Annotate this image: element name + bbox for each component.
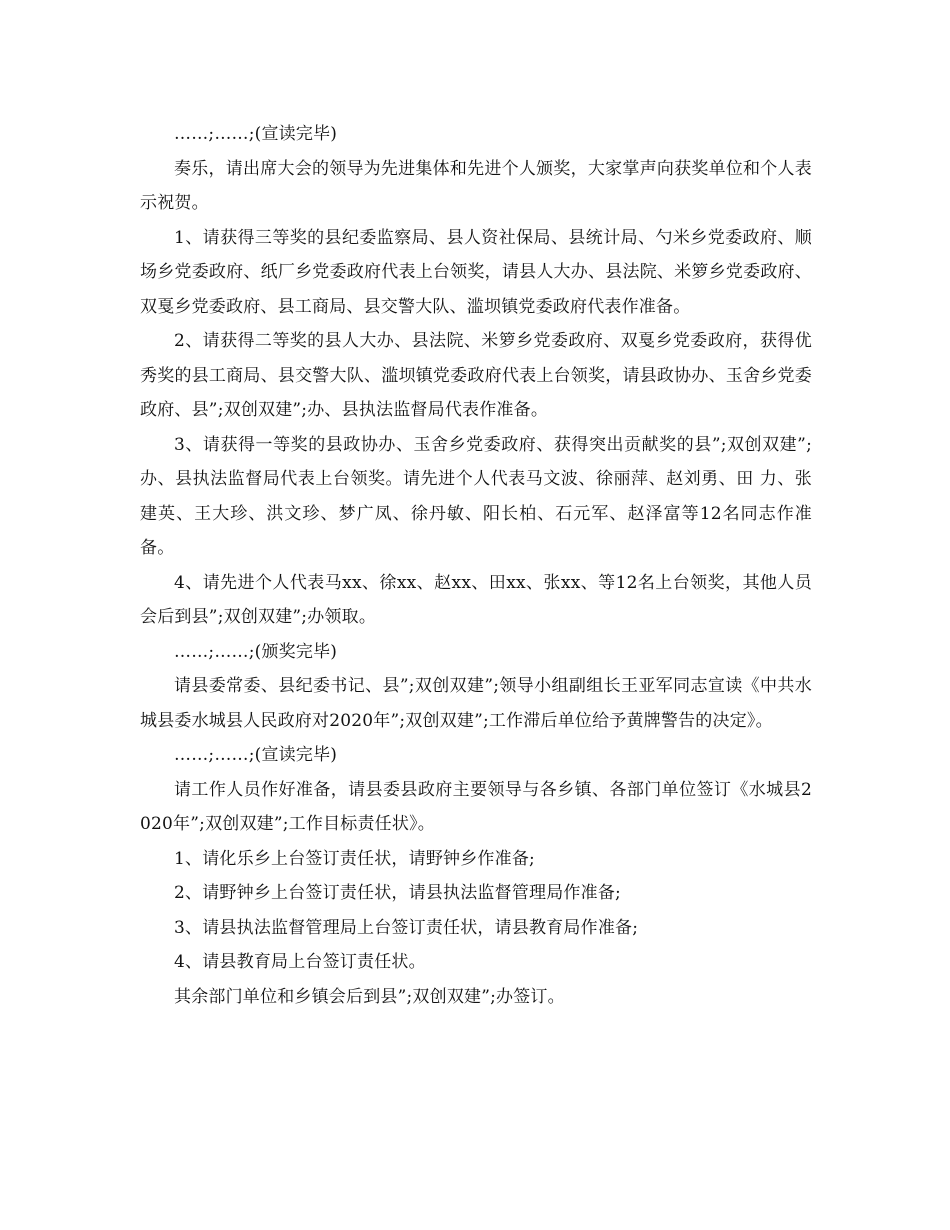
paragraph-music-award-intro: 奏乐，请出席大会的领导为先进集体和先进个人颁奖，大家掌声向获奖单位和个人表示祝贺。	[140, 158, 812, 213]
paragraph-sign-item-4: 4、请县教育局上台签订责任状。	[174, 952, 426, 972]
paragraph-third-prize: 1、请获得三等奖的县纪委监察局、县人资社保局、县统计局、勺米乡党委政府、顺场乡党委政府、纸厂乡党委政府代表上台领奖，请县人大办、县法院、米箩乡党委政府、双戛乡党委政府、县工商局、县交警大队、滥坝镇党委政府代表作准备。	[140, 227, 812, 317]
paragraph-first-prize: 3、请获得一等奖的县政协办、玉舍乡党委政府、获得突出贡献奖的县”;双创双建”;办、县执法监督局代表上台领奖。请先进个人代表马文波、徐丽萍、赵刘勇、田 力、张建英、王大珍、洪文珍、梦广凤、徐丹敏、阳长柏、石元军、赵泽富等12名同志作准备。	[140, 434, 812, 558]
paragraph-sign-item-3: 3、请县执法监督管理局上台签订责任状，请县教育局作准备;	[174, 917, 639, 938]
paragraph-remaining-sign: 其余部门单位和乡镇会后到县”;双创双建”;办签订。	[174, 986, 565, 1007]
paragraph-sign-item-1: 1、请化乐乡上台签订责任状，请野钟乡作准备;	[174, 848, 535, 869]
paragraph-individual-award: 4、请先进个人代表马xx、徐xx、赵xx、田xx、张xx、等12名上台领奖，其他人员会后到县”;双创双建”;办领取。	[140, 572, 812, 627]
paragraph-reading-complete-1: ……;……;(宣读完毕)	[174, 124, 338, 144]
paragraph-second-prize: 2、请获得二等奖的县人大办、县法院、米箩乡党委政府、双戛乡党委政府，获得优秀奖的县工商局、县交警大队、滥坝镇党委政府代表上台领奖，请县政协办、玉舍乡党委政府、县”;双创双建”;办、县执法监督局代表作准备。	[140, 331, 812, 420]
paragraph-award-complete: ……;……;(颁奖完毕)	[174, 641, 338, 662]
paragraph-sign-responsibility: 请工作人员作好准备，请县委县政府主要领导与各乡镇、各部门单位签订《水城县2020年”;双创双建”;工作目标责任状》。	[140, 779, 812, 834]
paragraph-sign-item-2: 2、请野钟乡上台签订责任状，请县执法监督管理局作准备;	[174, 883, 621, 903]
paragraph-reading-complete-2: ……;……;(宣读完毕)	[174, 745, 338, 765]
document-body	[140, 117, 812, 1014]
paragraph-warning-decision: 请县委常委、县纪委书记、县”;双创双建”;领导小组副组长王亚军同志宣读《中共水城县委水城县人民政府对2020年”;双创双建”;工作滞后单位给予黄牌警告的决定》。	[140, 676, 812, 731]
